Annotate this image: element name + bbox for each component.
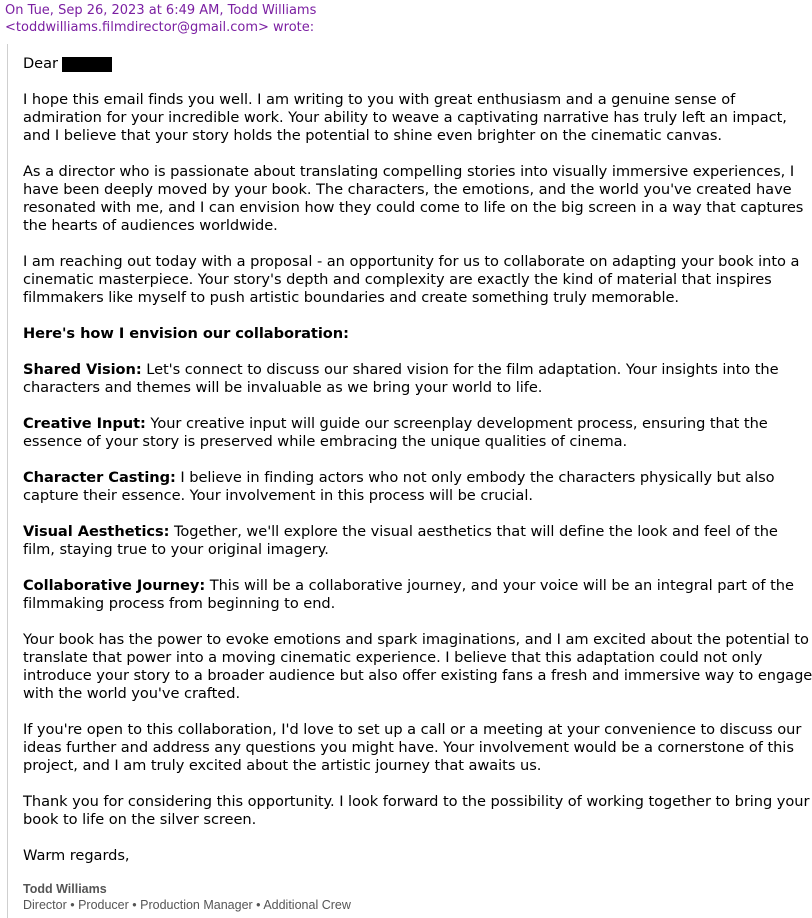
paragraph-director: As a director who is passionate about translating compelling stories into visually immersive experiences, I have been deeply moved by your book. The characters, the emotions, and the world you've created have resonated with me, and I can envision how they could come to life on the big screen in a way that captures the hearts of audiences worldwide. xyxy=(23,163,804,234)
paragraph-call-to-action: If you're open to this collaboration, I'd love to set up a call or a meeting at your convenience to discuss our ideas further and address any questions you might have. Your involvement would be a cornerstone of this project, and I am truly excited about the artistic journey that awaits us. xyxy=(23,721,802,774)
paragraph-thanks: Thank you for considering this opportunity. I look forward to the possibility of working together to bring your book to life on the silver screen. xyxy=(23,793,810,828)
signature-title: Director • Producer • Production Manager • Additional Crew xyxy=(23,898,351,912)
collab-point-text: Let's connect to discuss our shared vision for the film adaptation. Your insights into the characters and themes will be invaluable as we bring your world to life. xyxy=(23,361,779,396)
quote-header xyxy=(5,2,805,36)
collab-point-character-casting xyxy=(23,469,812,505)
signature xyxy=(23,882,351,913)
collab-point-collaborative-journey xyxy=(23,577,812,613)
collaboration-heading: Here's how I envision our collaboration: xyxy=(23,325,349,342)
collab-point-shared-vision xyxy=(23,361,812,397)
quote-header-email[interactable]: <toddwilliams.filmdirector@gmail.com> wrote: xyxy=(5,20,315,35)
redacted-name xyxy=(62,57,112,72)
collab-point-label: Collaborative Journey: xyxy=(23,577,206,594)
paragraph-proposal: I am reaching out today with a proposal - an opportunity for us to collaborate on adapting your book into a cinematic masterpiece. Your story's depth and complexity are exactly the kind of material that inspires filmmakers like myself to push artistic boundaries and create something truly memorable. xyxy=(23,253,800,306)
collab-point-label: Visual Aesthetics: xyxy=(23,523,170,540)
email-body xyxy=(23,55,812,883)
quote-bar xyxy=(7,44,8,918)
collab-point-creative-input xyxy=(23,415,812,451)
greeting xyxy=(23,55,812,73)
collab-point-text: Your creative input will guide our screenplay development process, ensuring that the essence of your story is preserved while embracing the unique qualities of cinema. xyxy=(23,415,768,450)
collab-point-text: I believe in finding actors who not only embody the characters physically but also capture their essence. Your involvement in this process will be crucial. xyxy=(23,469,775,504)
closing: Warm regards, xyxy=(23,847,130,864)
paragraph-intro: I hope this email finds you well. I am writing to you with great enthusiasm and a genuine sense of admiration for your incredible work. Your ability to weave a captivating narrative has truly left an impact, and I believe that your story holds the potential to shine even brighter on the cinematic canvas. xyxy=(23,91,787,144)
collab-point-label: Creative Input: xyxy=(23,415,146,432)
collab-point-text: This will be a collaborative journey, and your voice will be an integral part of the filmmaking process from beginning to end. xyxy=(23,577,794,612)
signature-name: Todd Williams xyxy=(23,882,107,896)
quote-header-date-sender: On Tue, Sep 26, 2023 at 6:49 AM, Todd Williams xyxy=(5,3,317,18)
collab-point-visual-aesthetics xyxy=(23,523,812,559)
collab-point-label: Shared Vision: xyxy=(23,361,142,378)
greeting-text: Dear xyxy=(23,55,58,72)
paragraph-power: Your book has the power to evoke emotions and spark imaginations, and I am excited about the potential to translate that power into a moving cinematic experience. I believe that this adaptation could not only introduce your story to a broader audience but also offer existing fans a fresh and immersive way to engage with the world you've crafted. xyxy=(23,631,812,702)
collab-point-text: Together, we'll explore the visual aesthetics that will define the look and feel of the film, staying true to your original imagery. xyxy=(23,523,778,558)
collab-point-label: Character Casting: xyxy=(23,469,176,486)
